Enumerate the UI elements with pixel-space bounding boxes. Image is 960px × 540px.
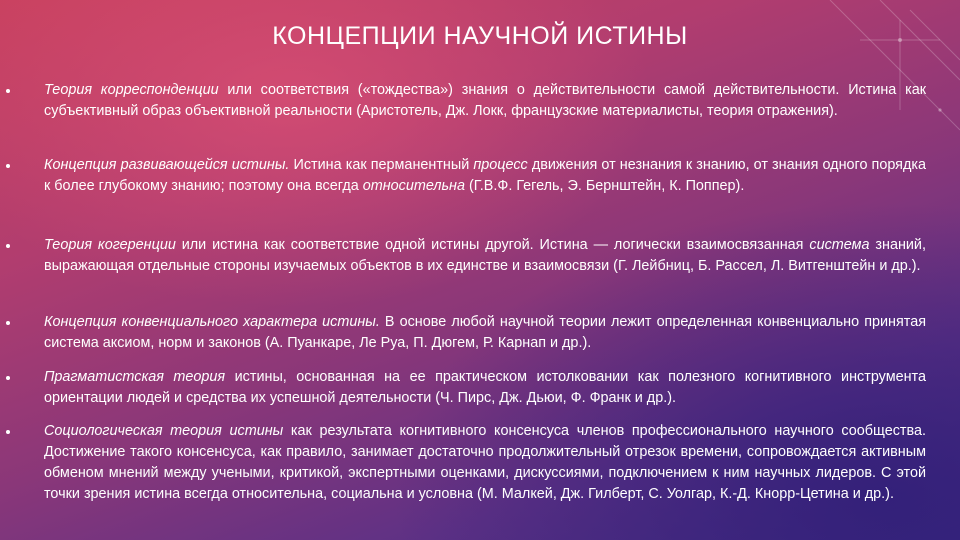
item-text	[44, 367, 926, 409]
bullet-dot	[6, 89, 10, 93]
item-emphasis: относительна	[362, 178, 465, 194]
item-text	[44, 312, 926, 354]
item-rest: Истина как перманентный	[289, 157, 474, 173]
item-rest: или истина как соответствие одной истины другой. Истина — логически взаимосвязанная	[175, 237, 810, 253]
item-lead: Концепция конвенциального характера истины.	[44, 314, 380, 330]
item-rest: знаний, выражающая отдельные стороны изучаемых объектов в их единстве и взаимосвязи (Г. Лейбниц, Б. Рассел, Л. Витгенштейн и др.).	[44, 237, 926, 274]
item-rest: движения от незнания к знанию, от знания одного порядка к более глубокому знанию; поэтому она всегда	[44, 157, 926, 194]
page-title: КОНЦЕПЦИИ НАУЧНОЙ ИСТИНЫ	[272, 22, 688, 50]
item-text	[44, 80, 926, 122]
item-lead: Социологическая теория истины	[44, 423, 284, 439]
bullet-dot	[6, 376, 10, 380]
item-lead: Теория корреспонденции	[44, 82, 219, 98]
list-item-pragmatist	[44, 367, 926, 409]
item-text	[44, 155, 926, 197]
item-rest: как результата когнитивного консенсуса членов профессионального научного сообщества. Достижение такого консенсуса, как правило, занимает достаточно продолжительный отрезок времени, сопровождается активным обменом мнений между учеными, критикой, экспертными оценками, дискуссиями, подключением к ним научных лидеров. С этой точки зрения истина всегда относительна, социальна и условна (М. Малкей, Дж. Гилберт, С. Уолгар, К.-Д. Кнорр-Цетина и др.).	[44, 423, 926, 502]
bullet-dot	[6, 244, 10, 248]
item-rest: или соответствия («тождества») знания о действительности самой действительности. Истина как субъективный образ объективной реальности (Аристотель, Дж. Локк, французские материалисты, теория отражения).	[44, 82, 927, 119]
list-item-sociological	[44, 421, 926, 505]
bullet-dot	[6, 164, 10, 168]
list-item-conventional	[44, 312, 926, 354]
item-rest: (Г.В.Ф. Гегель, Э. Бернштейн, К. Поппер).	[464, 178, 745, 194]
item-text	[44, 235, 926, 277]
bullet-dot	[6, 321, 10, 325]
item-rest: В основе любой научной теории лежит определенная конвенциально принятая система аксиом, норм и законов (А. Пуанкаре, Ле Руа, П. Дюгем, Р. Карнап и др.).	[44, 314, 926, 351]
list-item-correspondence	[44, 80, 926, 122]
item-emphasis: система	[809, 237, 870, 253]
item-rest: истины, основанная на ее практическом истолковании как полезного когнитивного инструмента ориентации людей и средства их успешной деятельности (Ч. Пирс, Дж. Дьюи, Ф. Франк и др.).	[44, 369, 926, 406]
item-emphasis: процесс	[473, 157, 528, 173]
item-text	[44, 421, 926, 505]
item-lead: Теория когеренции	[44, 237, 176, 253]
bullet-dot	[6, 430, 10, 434]
list-item-coherence	[44, 235, 926, 277]
item-lead: Концепция развивающейся истины.	[44, 157, 290, 173]
list-item-developing-truth	[44, 155, 926, 197]
item-lead: Прагматистская теория	[44, 369, 226, 385]
